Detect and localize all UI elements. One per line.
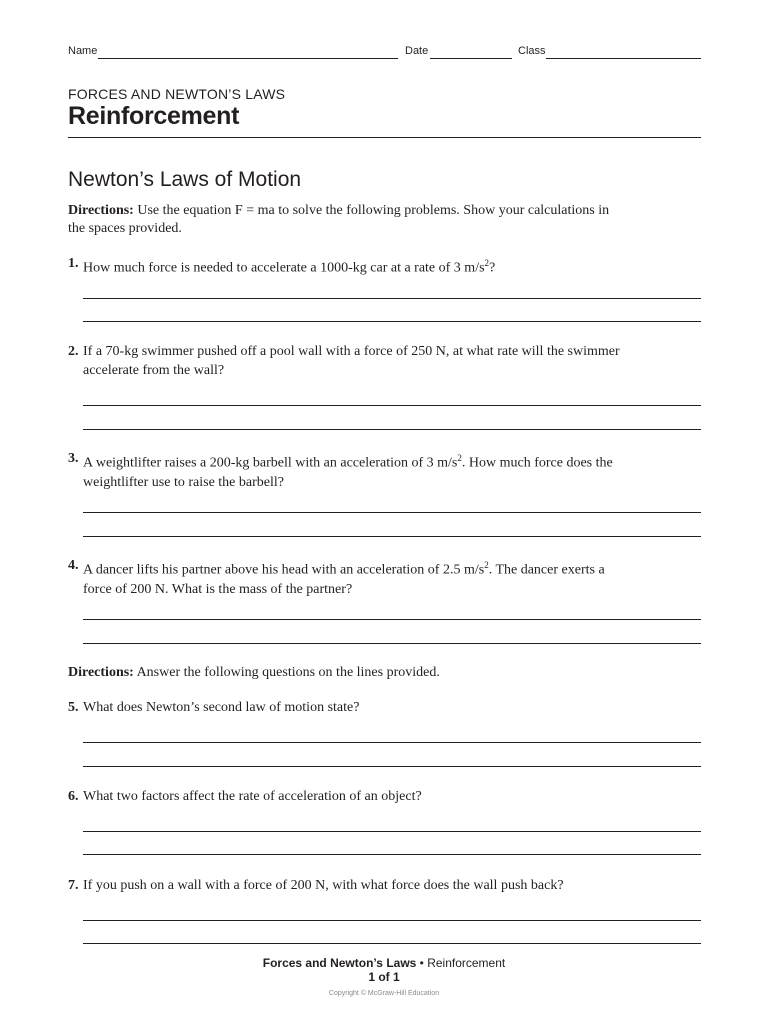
date-field-line[interactable] <box>430 58 512 59</box>
question-number: 5. <box>68 700 79 715</box>
copyright: Copyright © McGraw-Hill Education <box>328 990 440 997</box>
answer-line[interactable] <box>83 536 701 537</box>
subtitle: Newton’s Laws of Motion <box>68 168 302 191</box>
answer-line[interactable] <box>83 854 701 855</box>
title-rule <box>68 137 701 138</box>
class-label: Class <box>518 45 546 57</box>
answer-line[interactable] <box>83 429 701 430</box>
question-number: 7. <box>68 878 79 893</box>
question-2 <box>68 342 628 380</box>
footer-title <box>0 956 768 970</box>
answer-line[interactable] <box>83 920 701 921</box>
name-label: Name <box>68 45 98 57</box>
name-field-line[interactable] <box>98 58 398 59</box>
question-number: 2. <box>68 344 79 359</box>
question-text: A weightlifter raises a 200-kg barbell with an acceleration of 3 $m/s^2$. How much force does the weightlifter use to raise the barbell? <box>83 453 613 490</box>
directions-1 <box>68 202 628 237</box>
directions-2-label: Directions: <box>68 665 134 680</box>
question-text: What two factors affect the rate of acceleration of an object? <box>83 789 422 804</box>
answer-line[interactable] <box>83 512 701 513</box>
answer-line[interactable] <box>83 321 701 322</box>
question-text: A dancer lifts his partner above his head with an acceleration of 2.5 $m/s^2$. The dancer exerts a force of 200 N. What is the mass of the partner? <box>83 560 605 597</box>
question-number: 1. <box>68 256 79 271</box>
question-number: 6. <box>68 789 79 804</box>
question-number: 4. <box>68 558 79 573</box>
answer-line[interactable] <box>83 643 701 644</box>
page-title: Reinforcement <box>68 102 240 130</box>
section-tag: FORCES AND NEWTON’S LAWS <box>68 86 286 102</box>
footer-section: Reinforcement <box>427 956 506 970</box>
answer-line[interactable] <box>83 619 701 620</box>
question-number: 3. <box>68 451 79 466</box>
question-6 <box>68 787 628 806</box>
question-5 <box>68 698 628 717</box>
directions-1-label: Directions: <box>68 203 134 218</box>
page-number: 1 of 1 <box>368 970 400 984</box>
question-4 <box>68 556 628 599</box>
footer-book-title: Forces and Newton’s Laws <box>262 956 417 970</box>
answer-line[interactable] <box>83 943 701 944</box>
question-text: If a 70-kg swimmer pushed off a pool wall with a force of 250 N, at what rate will the swimmer accelerate from the wall? <box>83 344 620 378</box>
class-field-line[interactable] <box>546 58 701 59</box>
directions-1-text: Use the equation F = ma to solve the following problems. Show your calculations in the spaces provided. <box>68 203 610 236</box>
question-text: What does Newton’s second law of motion state? <box>83 700 360 715</box>
date-label: Date <box>405 45 429 57</box>
directions-2 <box>68 664 628 682</box>
answer-line[interactable] <box>83 742 701 743</box>
answer-line[interactable] <box>83 405 701 406</box>
directions-2-text: Answer the following questions on the lines provided. <box>133 665 440 680</box>
question-7 <box>68 876 628 895</box>
question-3 <box>68 449 628 492</box>
answer-line[interactable] <box>83 831 701 832</box>
question-text: If you push on a wall with a force of 200 N, with what force does the wall push back? <box>83 878 564 893</box>
question-text: How much force is needed to accelerate a 1000-kg car at a rate of 3 $m/s^2$? <box>83 258 496 276</box>
answer-line[interactable] <box>83 766 701 767</box>
footer-separator: • <box>416 956 428 970</box>
answer-line[interactable] <box>83 298 701 299</box>
question-1 <box>68 254 628 278</box>
